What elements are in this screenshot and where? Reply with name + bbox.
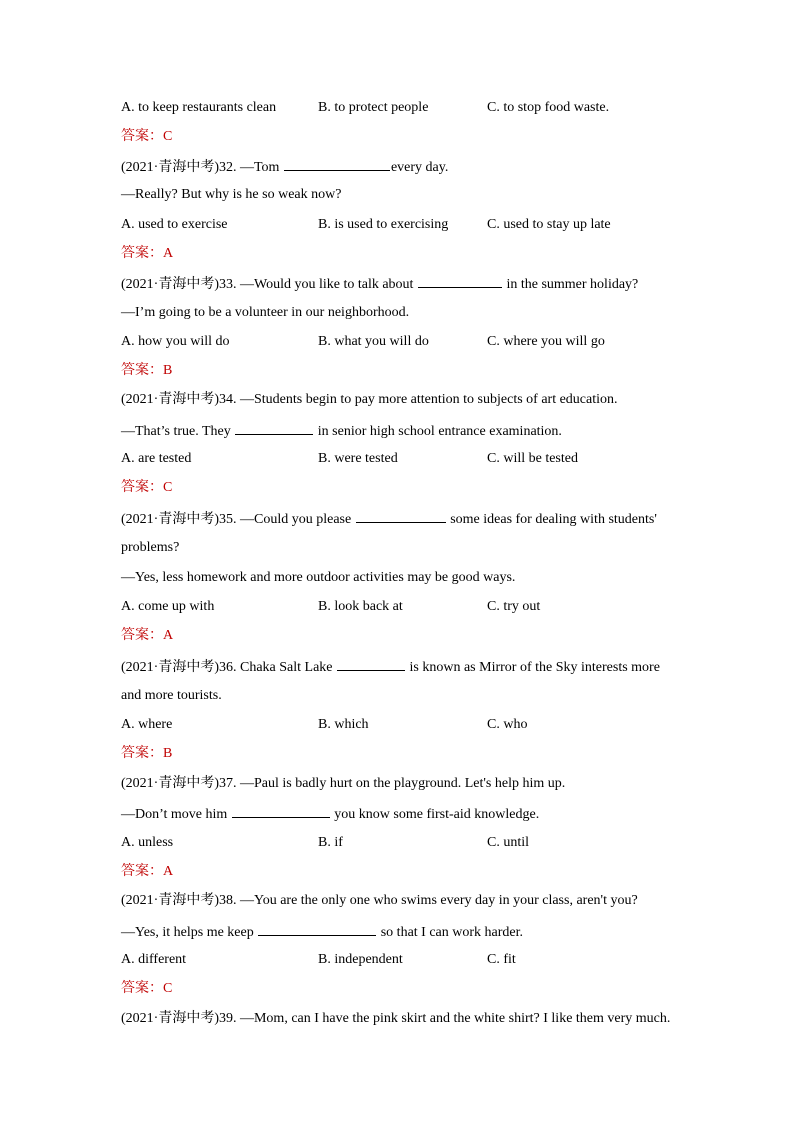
q35-option-a: A. come up with [121, 599, 215, 614]
q31-option-b: B. to protect people [318, 100, 429, 115]
q34-reply-suffix: in senior high school entrance examination. [314, 424, 562, 439]
q33-stem-suffix: in the summer holiday? [502, 277, 639, 292]
q33-blank [418, 273, 502, 288]
q36-blank [337, 656, 405, 671]
q35-blank [356, 508, 446, 523]
q34-option-c: C. will be tested [487, 451, 578, 466]
q35-stem-cont: problems? [121, 540, 180, 555]
q31-answer: 答案：C [121, 129, 173, 144]
q34-reply [121, 420, 562, 442]
q36-option-a: A. where [121, 717, 173, 732]
q31-option-c: C. to stop food waste. [487, 100, 610, 115]
q36-stem [121, 656, 660, 678]
q33-answer: 答案：B [121, 363, 173, 378]
q37-option-c: C. until [487, 835, 530, 850]
q38-reply-prefix: —Yes, it helps me keep [121, 925, 258, 940]
q34-option-b: B. were tested [318, 451, 398, 466]
q38-stem: (2021·青海中考)38. —You are the only one who swims every day in your class, aren't you? [121, 893, 638, 908]
q37-reply-suffix: you know some first-aid knowledge. [330, 807, 540, 822]
q33-option-a: A. how you will do [121, 334, 230, 349]
q38-reply [121, 921, 523, 943]
q35-reply: —Yes, less homework and more outdoor activities may be good ways. [121, 570, 516, 585]
q33-option-b: B. what you will do [318, 334, 429, 349]
q32-stem-prefix: (2021·青海中考)32. —Tom [121, 160, 283, 175]
q34-stem: (2021·青海中考)34. —Students begin to pay more attention to subjects of art education. [121, 392, 618, 407]
q38-option-b: B. independent [318, 952, 403, 967]
q32-option-b: B. is used to exercising [318, 217, 449, 232]
q36-option-b: B. which [318, 717, 369, 732]
q37-blank [232, 803, 330, 818]
q35-stem-prefix: (2021·青海中考)35. —Could you please [121, 512, 355, 527]
q35-option-b: B. look back at [318, 599, 403, 614]
q38-answer: 答案：C [121, 981, 173, 996]
q32-blank [284, 156, 390, 171]
q32-option-a: A. used to exercise [121, 217, 228, 232]
q33-reply: —I’m going to be a volunteer in our neighborhood. [121, 305, 410, 320]
q38-option-a: A. different [121, 952, 187, 967]
q33-stem [121, 273, 638, 295]
q36-answer: 答案：B [121, 746, 173, 761]
q34-blank [235, 420, 313, 435]
q31-option-a: A. to keep restaurants clean [121, 100, 277, 115]
q37-answer: 答案：A [121, 864, 174, 879]
q32-stem-suffix: every day. [390, 160, 449, 175]
q37-option-b: B. if [318, 835, 343, 850]
q36-stem-prefix: (2021·青海中考)36. Chaka Salt Lake [121, 660, 337, 675]
q35-answer: 答案：A [121, 628, 174, 643]
q32-stem [121, 156, 448, 178]
q32-option-c: C. used to stay up late [487, 217, 611, 232]
q33-stem-prefix: (2021·青海中考)33. —Would you like to talk about [121, 277, 417, 292]
q32-reply: —Really? But why is he so weak now? [121, 187, 342, 202]
q34-answer: 答案：C [121, 480, 173, 495]
q37-reply-prefix: —Don’t move him [121, 807, 231, 822]
q35-stem-suffix: some ideas for dealing with students' [446, 512, 657, 527]
q35-stem [121, 508, 657, 530]
q38-option-c: C. fit [487, 952, 516, 967]
q38-blank [258, 921, 376, 936]
q37-reply [121, 803, 539, 825]
q35-option-c: C. try out [487, 599, 541, 614]
q36-stem-cont: and more tourists. [121, 688, 222, 703]
q36-option-c: C. who [487, 717, 528, 732]
q32-answer: 答案：A [121, 246, 174, 261]
q38-reply-suffix: so that I can work harder. [377, 925, 524, 940]
q39-stem: (2021·青海中考)39. —Mom, can I have the pink skirt and the white shirt? I like them very much. [121, 1011, 671, 1026]
q33-option-c: C. where you will go [487, 334, 605, 349]
q37-option-a: A. unless [121, 835, 174, 850]
q37-stem: (2021·青海中考)37. —Paul is badly hurt on the playground. Let's help him up. [121, 776, 566, 791]
q34-reply-prefix: —That’s true. They [121, 424, 235, 439]
q34-option-a: A. are tested [121, 451, 192, 466]
q36-stem-suffix: is known as Mirror of the Sky interests more [406, 660, 660, 675]
